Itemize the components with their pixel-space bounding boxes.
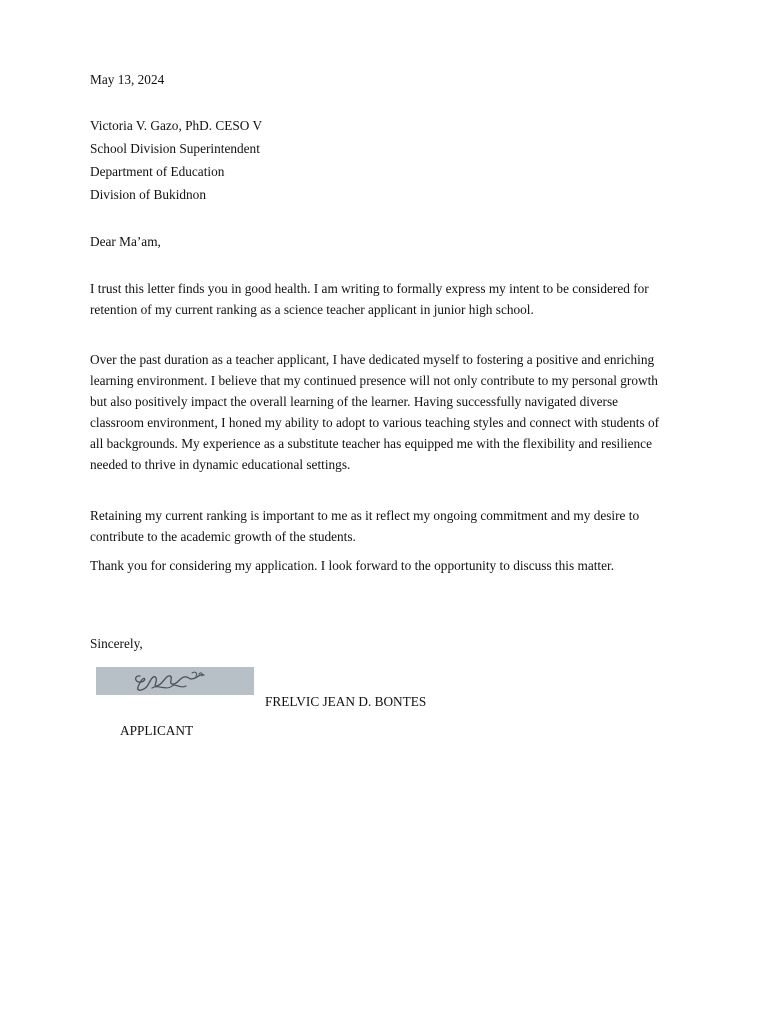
signatory-role: APPLICANT	[120, 723, 194, 738]
closing: Sincerely,	[90, 636, 143, 651]
recipient-title: School Division Superintendent	[90, 141, 260, 156]
body-paragraph-4: Thank you for considering my application. I look forward to the opportunity to discuss this matter.	[90, 558, 615, 573]
recipient-division: Division of Bukidnon	[90, 187, 206, 202]
signature-scribble	[96, 667, 254, 695]
body-paragraph-1: I trust this letter finds you in good health. I am writing to formally express my intent to be considered for retention of my current ranking as a science teacher applicant in junior high school.	[90, 281, 649, 317]
body-paragraph-2: Over the past duration as a teacher applicant, I have dedicated myself to fostering a positive and enriching learning environment. I believe that my continued presence will not only contribute to my personal growth but also positively impact the overall learning of the learner. Having successfully navigated diverse classroom environment, I honed my ability to adopt to various teaching styles and connect with students of all backgrounds. My experience as a substitute teacher has equipped me with the flexibility and resilience needed to thrive in dynamic educational settings.	[90, 352, 660, 472]
recipient-department: Department of Education	[90, 164, 225, 179]
recipient-name: Victoria V. Gazo, PhD. CESO V	[90, 118, 263, 133]
body-paragraph-3: Retaining my current ranking is important to me as it reflect my ongoing commitment and my desire to contribute to the academic growth of the students.	[90, 508, 640, 544]
salutation: Dear Ma’am,	[90, 234, 161, 249]
signature-image	[96, 667, 254, 695]
signatory-name: FRELVIC JEAN D. BONTES	[265, 694, 427, 709]
letter-date: May 13, 2024	[90, 72, 165, 87]
